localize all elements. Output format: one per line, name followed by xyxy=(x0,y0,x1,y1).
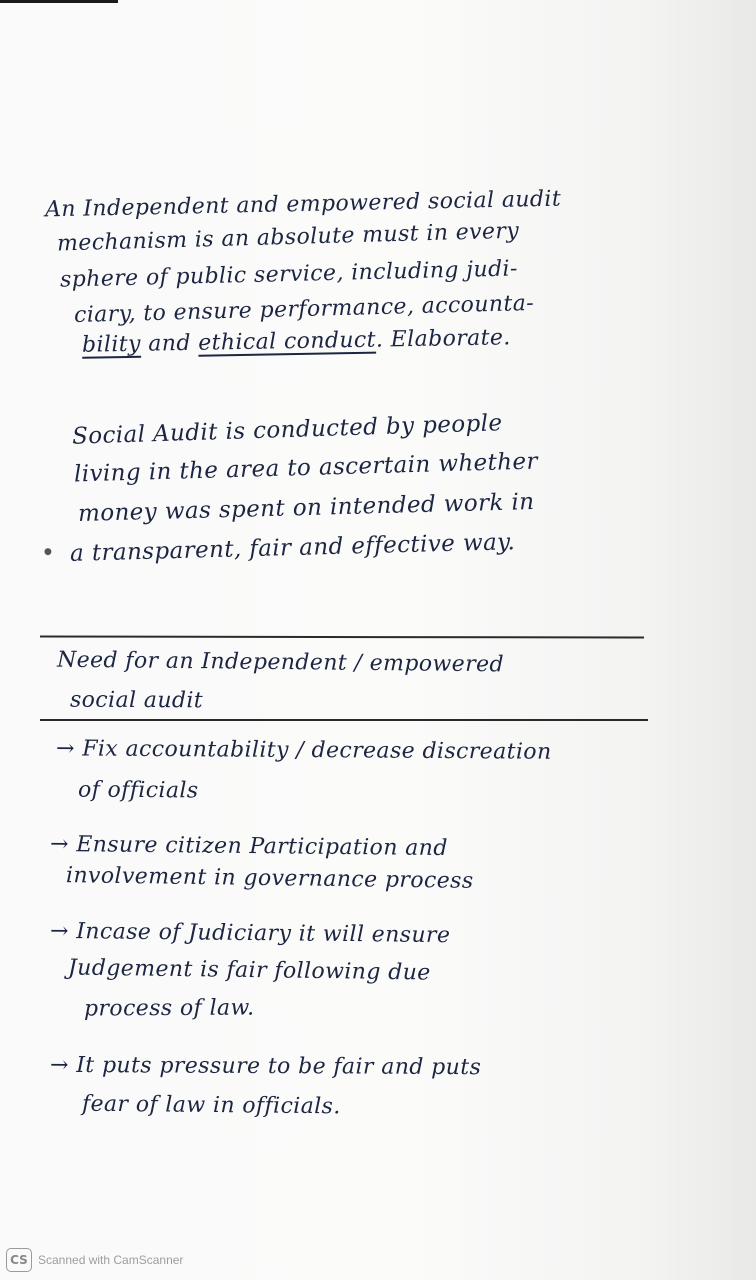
question-text: . Elaborate. xyxy=(375,325,511,353)
question-line-2: mechanism is an absolute must in every xyxy=(56,218,520,257)
point-text: It puts pressure to be fair and puts xyxy=(76,1053,482,1081)
arrow-icon: → xyxy=(49,918,69,945)
arrow-icon: → xyxy=(49,1052,69,1078)
watermark-text: Scanned with CamScanner xyxy=(38,1253,184,1267)
intro-line-3: money was spent on intended work in xyxy=(77,489,535,527)
point-3-line-2: Judgement is fair following due xyxy=(67,955,431,986)
point-3-line-3: process of law. xyxy=(83,995,255,1022)
underlined-word-bility: bility xyxy=(81,331,142,358)
point-4-line-2: fear of law in officials. xyxy=(81,1091,341,1120)
intro-line-4: a transparent, fair and effective way. xyxy=(69,529,516,567)
heading-top-rule xyxy=(40,635,644,638)
point-text: Fix accountability / decrease discreation xyxy=(82,736,552,765)
underlined-phrase-ethical-conduct: ethical conduct xyxy=(198,327,377,356)
question-text: and xyxy=(140,330,199,357)
section-heading-line-1: Need for an Independent / empowered xyxy=(56,647,505,678)
point-2-line-1 xyxy=(50,832,448,861)
arrow-icon: → xyxy=(55,736,75,762)
question-line-3: sphere of public service, including judi- xyxy=(59,256,519,293)
point-3-line-1 xyxy=(50,919,451,948)
camscanner-logo-icon: CS xyxy=(6,1248,32,1272)
heading-bottom-rule xyxy=(40,719,648,721)
question-line-5 xyxy=(82,325,511,357)
arrow-icon: → xyxy=(49,831,69,858)
section-heading-line-2: social audit xyxy=(69,687,204,714)
question-line-4: ciary, to ensure performance, accounta- xyxy=(73,290,535,329)
point-1-line-1 xyxy=(56,736,552,764)
question-line-1: An Independent and empowered social audit xyxy=(44,186,562,223)
point-text: Ensure citizen Participation and xyxy=(76,832,448,862)
point-1-line-2: of officials xyxy=(77,777,199,804)
point-text: Incase of Judiciary it will ensure xyxy=(76,919,451,949)
point-2-line-2: involvement in governance process xyxy=(65,863,474,894)
margin-dot: ● xyxy=(44,547,52,557)
intro-line-2: living in the area to ascertain whether xyxy=(73,448,539,488)
camscanner-watermark xyxy=(6,1248,183,1272)
intro-line-1: Social Audit is conducted by people xyxy=(71,410,503,450)
top-edge-mark xyxy=(0,0,118,3)
point-4-line-1 xyxy=(50,1053,481,1080)
